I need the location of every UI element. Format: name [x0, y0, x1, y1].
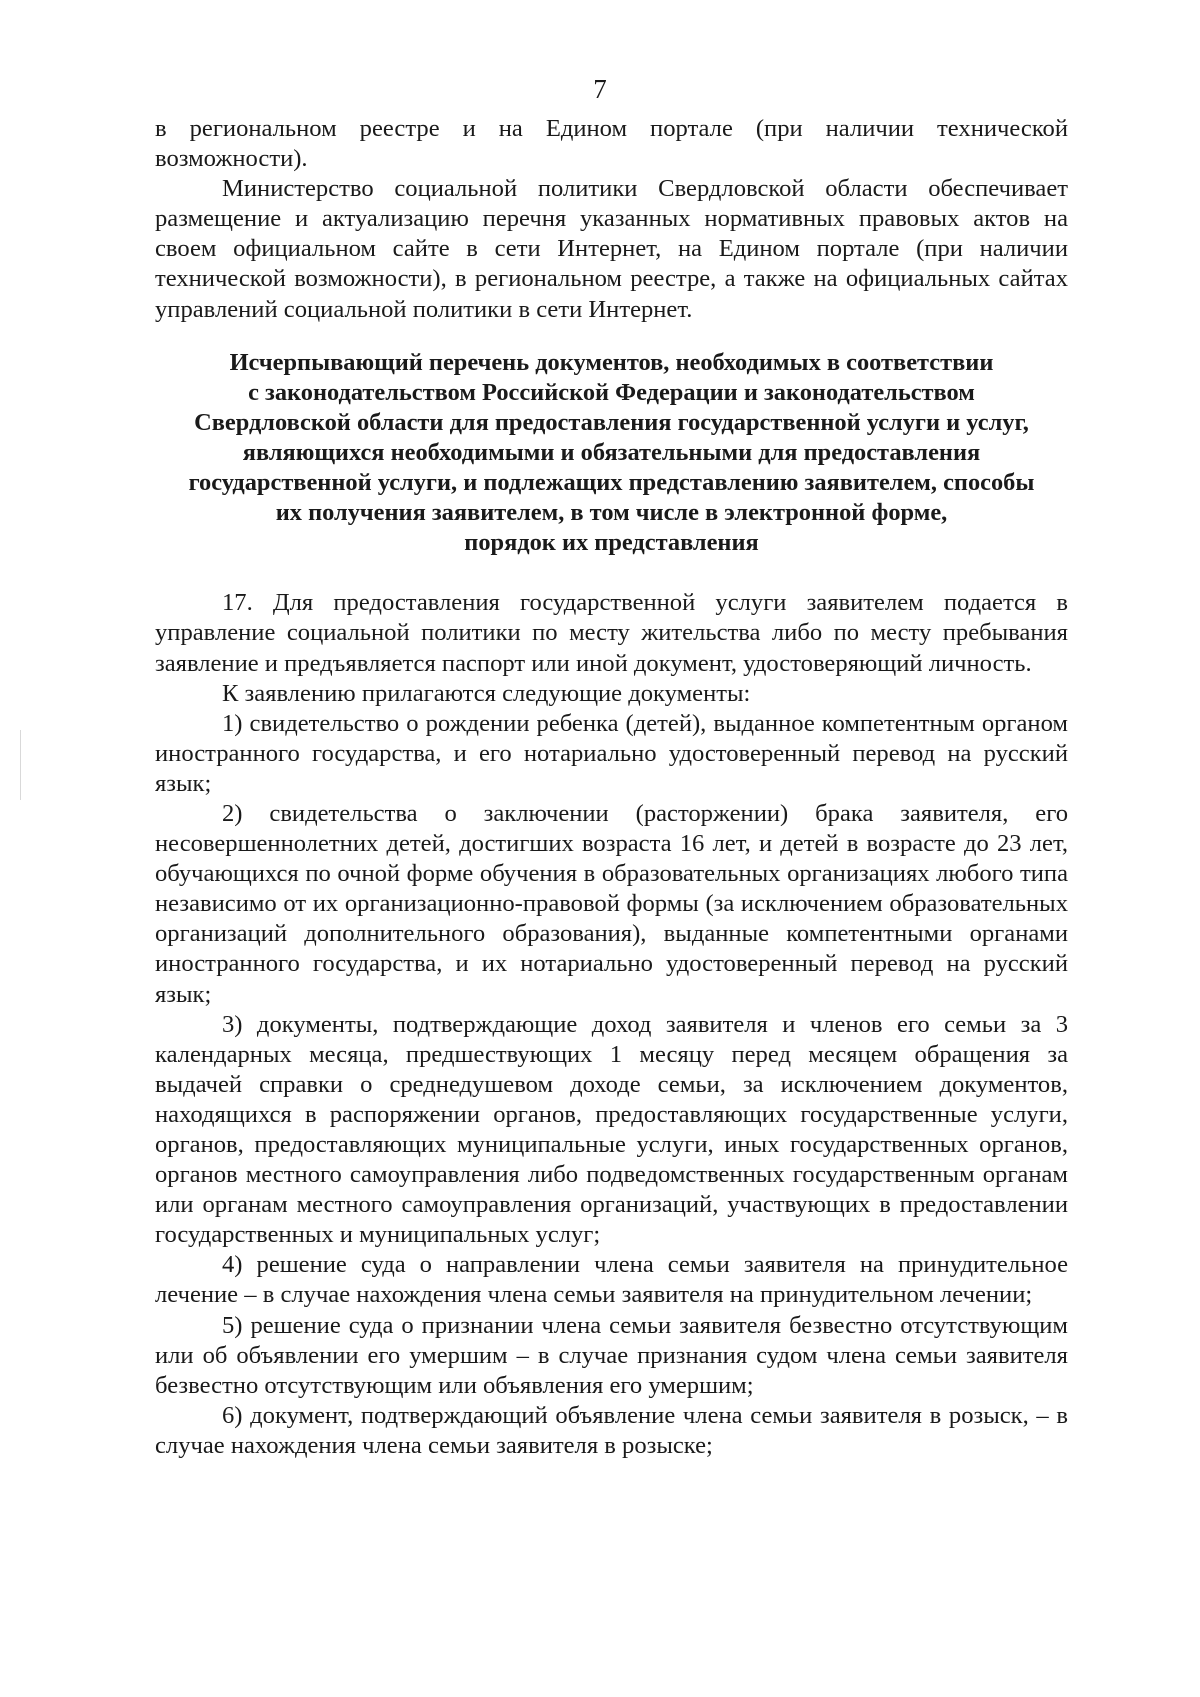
list-item: 3) документы, подтверждающие доход заявителя и членов его семьи за 3 календарных месяца, предшествующих 1 месяцу перед месяцем обращения за выдачей справки о среднедушевом доходе семьи, за исключением документов, находящихся в распоряжении органов, предоставляющих государственные услуги, органов, предоставляющих муниципальные услуги, иных государственных органов, органов местного самоуправления либо подведомственных государственным органам или органам местного самоуправления организаций, участвующих в предоставлении государственных и муниципальных услуг;	[155, 1010, 1068, 1249]
list-item: 5) решение суда о признании члена семьи заявителя безвестно отсутствующим или об объявлении его умершим – в случае признания судом члена семьи заявителя безвестно отсутствующим или объявления его умершим;	[155, 1311, 1068, 1399]
paragraph: Министерство социальной политики Свердловской области обеспечивает размещение и актуализацию перечня указанных нормативных правовых актов на своем официальном сайте в сети Интернет, на Едином портале (при наличии технической возможности), в региональном реестре, а также на официальных сайтах управлений социальной политики в сети Интернет.	[155, 175, 1068, 323]
list-item: 1) свидетельство о рождении ребенка (детей), выданное компетентным органом иностранного государства, и его нотариально удостоверенный перевод на русский язык;	[155, 709, 1068, 797]
list-item: 6) документ, подтверждающий объявление члена семьи заявителя в розыск, – в случае нахождения члена семьи заявителя в розыске;	[155, 1401, 1068, 1459]
list-item: 4) решение суда о направлении члена семьи заявителя на принудительное лечение – в случае нахождения члена семьи заявителя на принудительном лечении;	[155, 1251, 1068, 1309]
paragraph: 17. Для предоставления государственной услуги заявителем подается в управление социальной политики по месту жительства либо по месту пребывания заявление и предъявляется паспорт или иной документ, удостоверяющий личность.	[155, 589, 1068, 677]
paragraph: в региональном реестре и на Едином портале (при наличии технической возможности).	[155, 115, 1068, 173]
paragraph: К заявлению прилагаются следующие документы:	[222, 679, 751, 707]
scan-margin-mark	[20, 730, 21, 800]
document-body	[155, 114, 1068, 1461]
list-item: 2) свидетельства о заключении (расторжении) брака заявителя, его несовершеннолетних детей, достигших возраста 16 лет, и детей в возрасте до 23 лет, обучающихся по очной форме обучения в образовательных организациях любого типа независимо от их организационно-правовой формы (за исключением образовательных организаций дополнительного образования), выданные компетентными органами иностранного государства, и их нотариально удостоверенный перевод на русский язык;	[155, 799, 1068, 1008]
page-number: 7	[593, 74, 607, 104]
section-heading: Исчерпывающий перечень документов, необходимых в соответствии с законодательством Российской Федерации и законодательством Свердловской области для предоставления государственной услуги и услуг, являющихся необходимыми и обязательными для предоставления государственной услуги, и подлежащих представлению заявителем, способы их получения заявителем, в том числе в электронной форме, порядок их представления	[188, 348, 1035, 557]
